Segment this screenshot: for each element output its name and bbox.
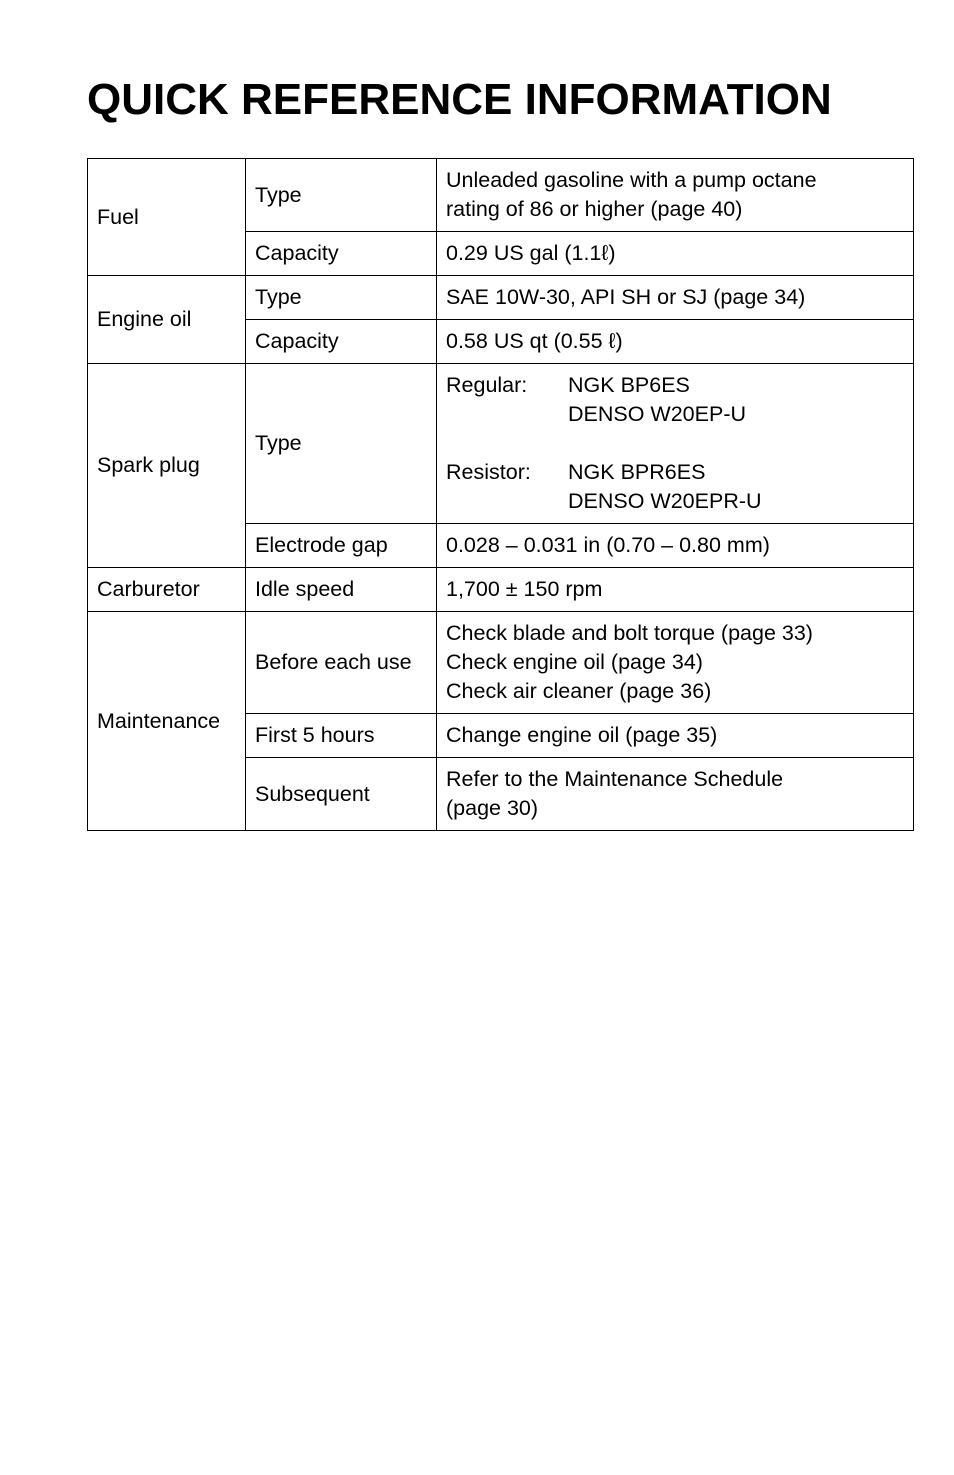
category-maintenance: Maintenance — [88, 612, 246, 831]
spark-regular-value: NGK BP6ES — [568, 373, 690, 397]
spec-before-each-use — [437, 612, 914, 714]
spark-resistor-value: DENSO W20EPR-U — [568, 489, 762, 513]
quick-reference-table — [87, 158, 914, 831]
table-row — [88, 159, 914, 232]
item-engine-oil-capacity: Capacity — [246, 320, 437, 364]
spec-fuel-type — [437, 159, 914, 232]
spec-fuel-capacity: 0.29 US gal (1.1ℓ) — [437, 232, 914, 276]
item-first-5-hours: First 5 hours — [246, 714, 437, 758]
spec-first-5-hours: Change engine oil (page 35) — [437, 714, 914, 758]
table-row — [88, 568, 914, 612]
spark-regular-row-2 — [446, 400, 905, 429]
table-row — [88, 276, 914, 320]
item-electrode-gap: Electrode gap — [246, 524, 437, 568]
item-subsequent: Subsequent — [246, 758, 437, 831]
spark-resistor-value: NGK BPR6ES — [568, 460, 706, 484]
spec-line: Check blade and bolt torque (page 33) — [446, 621, 813, 645]
page-title: QUICK REFERENCE INFORMATION — [87, 75, 832, 124]
spec-engine-oil-type: SAE 10W-30, API SH or SJ (page 34) — [437, 276, 914, 320]
item-fuel-type: Type — [246, 159, 437, 232]
spec-electrode-gap: 0.028 – 0.031 in (0.70 – 0.80 mm) — [437, 524, 914, 568]
category-carburetor: Carburetor — [88, 568, 246, 612]
spec-line: Unleaded gasoline with a pump octane — [446, 168, 817, 192]
item-fuel-capacity: Capacity — [246, 232, 437, 276]
spark-resistor-row-2 — [446, 487, 905, 516]
spec-line: rating of 86 or higher (page 40) — [446, 197, 743, 221]
spark-regular-value: DENSO W20EP-U — [568, 402, 747, 426]
table-row — [88, 364, 914, 524]
spec-line: Check air cleaner (page 36) — [446, 679, 712, 703]
spec-idle-speed: 1,700 ± 150 rpm — [437, 568, 914, 612]
spec-engine-oil-capacity: 0.58 US qt (0.55 ℓ) — [437, 320, 914, 364]
spec-line: (page 30) — [446, 796, 539, 820]
spec-subsequent — [437, 758, 914, 831]
item-before-each-use: Before each use — [246, 612, 437, 714]
item-idle-speed: Idle speed — [246, 568, 437, 612]
spec-line: Check engine oil (page 34) — [446, 650, 703, 674]
spec-line: Refer to the Maintenance Schedule — [446, 767, 784, 791]
category-engine-oil: Engine oil — [88, 276, 246, 364]
category-spark-plug: Spark plug — [88, 364, 246, 568]
category-fuel: Fuel — [88, 159, 246, 276]
item-spark-plug-type: Type — [246, 364, 437, 524]
spark-regular-row — [446, 371, 905, 400]
spec-spark-plug-type — [437, 364, 914, 524]
item-engine-oil-type: Type — [246, 276, 437, 320]
spark-resistor-label: Resistor: — [446, 460, 531, 484]
spark-regular-label: Regular: — [446, 373, 528, 397]
table-row — [88, 612, 914, 714]
spark-resistor-row — [446, 458, 905, 487]
